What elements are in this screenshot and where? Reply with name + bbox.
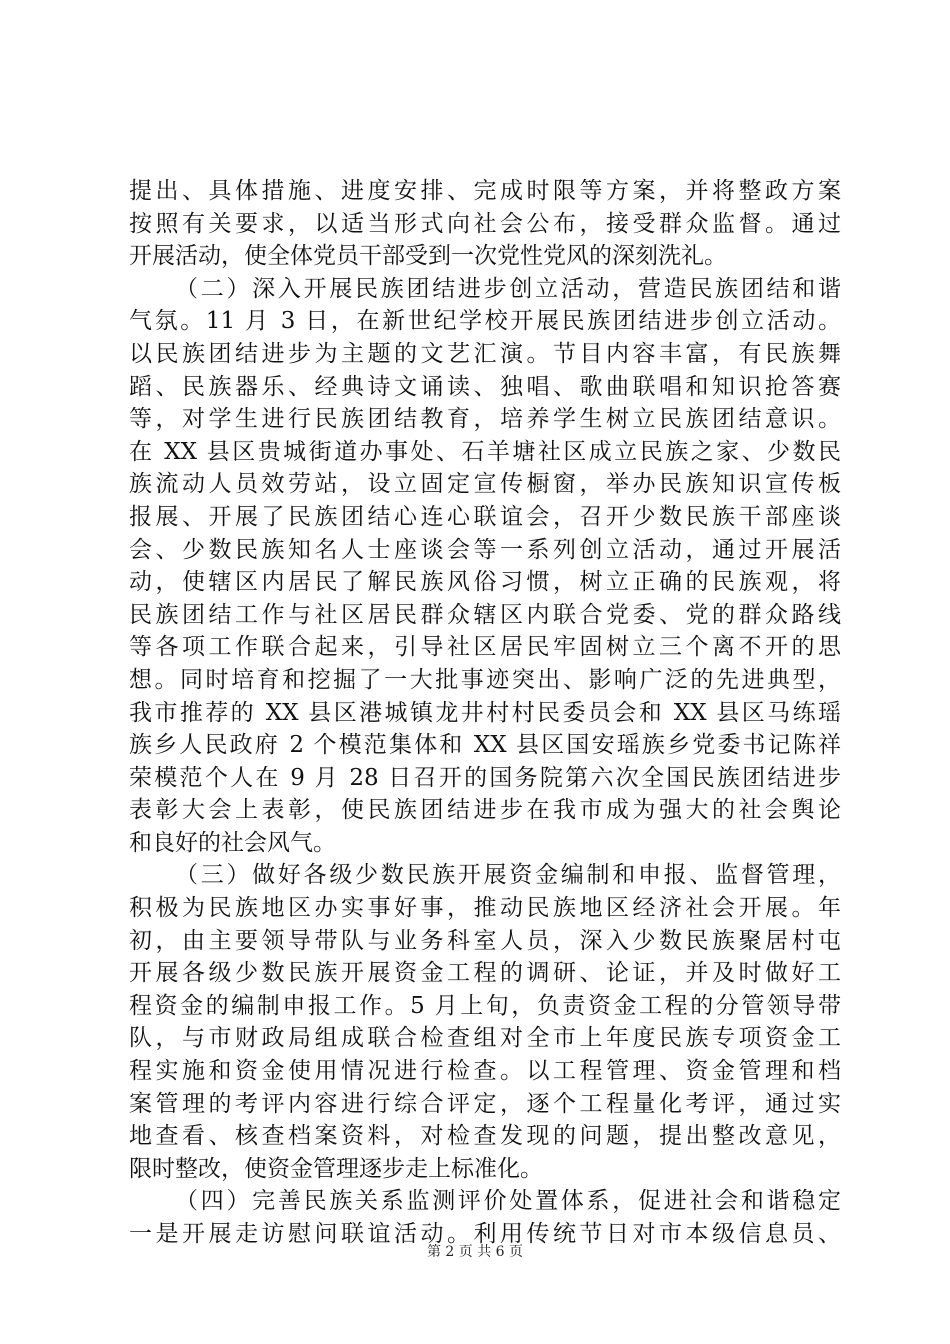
- text-line: 等各项工作联合起来，引导社区居民牢固树立三个离不开的思: [129, 634, 841, 661]
- text-line: 以民族团结进步为主题的文艺汇演。节目内容丰富，有民族舞: [129, 340, 841, 367]
- text-line: 案管理的考评内容进行综合评定，逐个工程量化考评，通过实: [129, 1090, 841, 1117]
- text-line: 提出、具体措施、进度安排、完成时限等方案，并将整政方案: [129, 178, 841, 204]
- text-line: 开展各级少数民族开展资金工程的调研、论证，并及时做好工: [129, 960, 841, 987]
- text-line: 开展活动，使全体党员干部受到一次党性党风的深刻洗礼。: [129, 243, 727, 270]
- text-line: 族流动人员效劳站，设立固定宣传橱窗，举办民族知识宣传板: [129, 471, 841, 498]
- text-line: 等，对学生进行民族团结教育，培养学生树立民族团结意识。: [129, 406, 841, 433]
- section-heading-line: （三）做好各级少数民族开展资金编制和申报、监督管理，: [175, 862, 841, 889]
- section-heading-line: （四）完善民族关系监测评价处置体系，促进社会和谐稳定: [175, 1188, 841, 1215]
- text-line: 地查看、核查档案资料，对检查发现的问题，提出整改意见，: [129, 1123, 841, 1150]
- text-line: 民族团结工作与社区居民群众辖区内联合党委、党的群众路线: [129, 601, 841, 628]
- text-line: 限时整改，使资金管理逐步走上标准化。: [129, 1155, 543, 1182]
- text-line: 和良好的社会风气。: [129, 829, 336, 856]
- text-line: 按照有关要求，以适当形式向社会公布，接受群众监督。通过: [129, 210, 841, 237]
- document-body: [129, 175, 841, 1251]
- text-line: 表彰大会上表彰，使民族团结进步在我市成为强大的社会舆论: [129, 797, 841, 824]
- text-line: 气氛。11 月 3 日，在新世纪学校开展民族团结进步创立活动。: [129, 308, 841, 335]
- text-line: 蹈、民族器乐、经典诗文诵读、独唱、歌曲联唱和知识抢答赛: [129, 373, 841, 400]
- text-line: 积极为民族地区办实事好事，推动民族地区经济社会开展。年: [129, 895, 841, 922]
- text-line: 会、少数民族知名人士座谈会等一系列创立活动，通过开展活: [129, 536, 841, 563]
- text-line: 程资金的编制申报工作。5 月上旬，负责资金工程的分管领导带: [129, 992, 841, 1019]
- text-line: 一是开展走访慰问联谊活动。利用传统节日对市本级信息员、: [129, 1221, 841, 1247]
- text-line: 族乡人民政府 2 个模范集体和 XX 县区国安瑶族乡党委书记陈祥: [129, 732, 841, 759]
- text-line: 动，使辖区内居民了解民族风俗习惯，树立正确的民族观，将: [129, 569, 841, 596]
- text-line: 程实施和资金使用情况进行检查。以工程管理、资金管理和档: [129, 1058, 841, 1085]
- text-line: 想。同时培育和挖掘了一大批事迹突出、影响广泛的先进典型，: [129, 666, 841, 693]
- text-line: 在 XX 县区贵城街道办事处、石羊塘社区成立民族之家、少数民: [129, 438, 841, 465]
- text-line: 我市推荐的 XX 县区港城镇龙井村村民委员会和 XX 县区马练瑶: [129, 699, 841, 726]
- page-number-footer: 第 2 页 共 6 页: [426, 1244, 524, 1260]
- section-heading-line: （二）深入开展民族团结进步创立活动，营造民族团结和谐: [175, 275, 841, 302]
- text-line: 初，由主要领导带队与业务科室人员，深入少数民族聚居村屯: [129, 927, 841, 954]
- text-line: 报展、开展了民族团结心连心联谊会，召开少数民族干部座谈: [129, 503, 841, 530]
- text-line: 荣模范个人在 9 月 28 日召开的国务院第六次全国民族团结进步: [129, 764, 841, 791]
- text-line: 队，与市财政局组成联合检查组对全市上年度民族专项资金工: [129, 1025, 841, 1052]
